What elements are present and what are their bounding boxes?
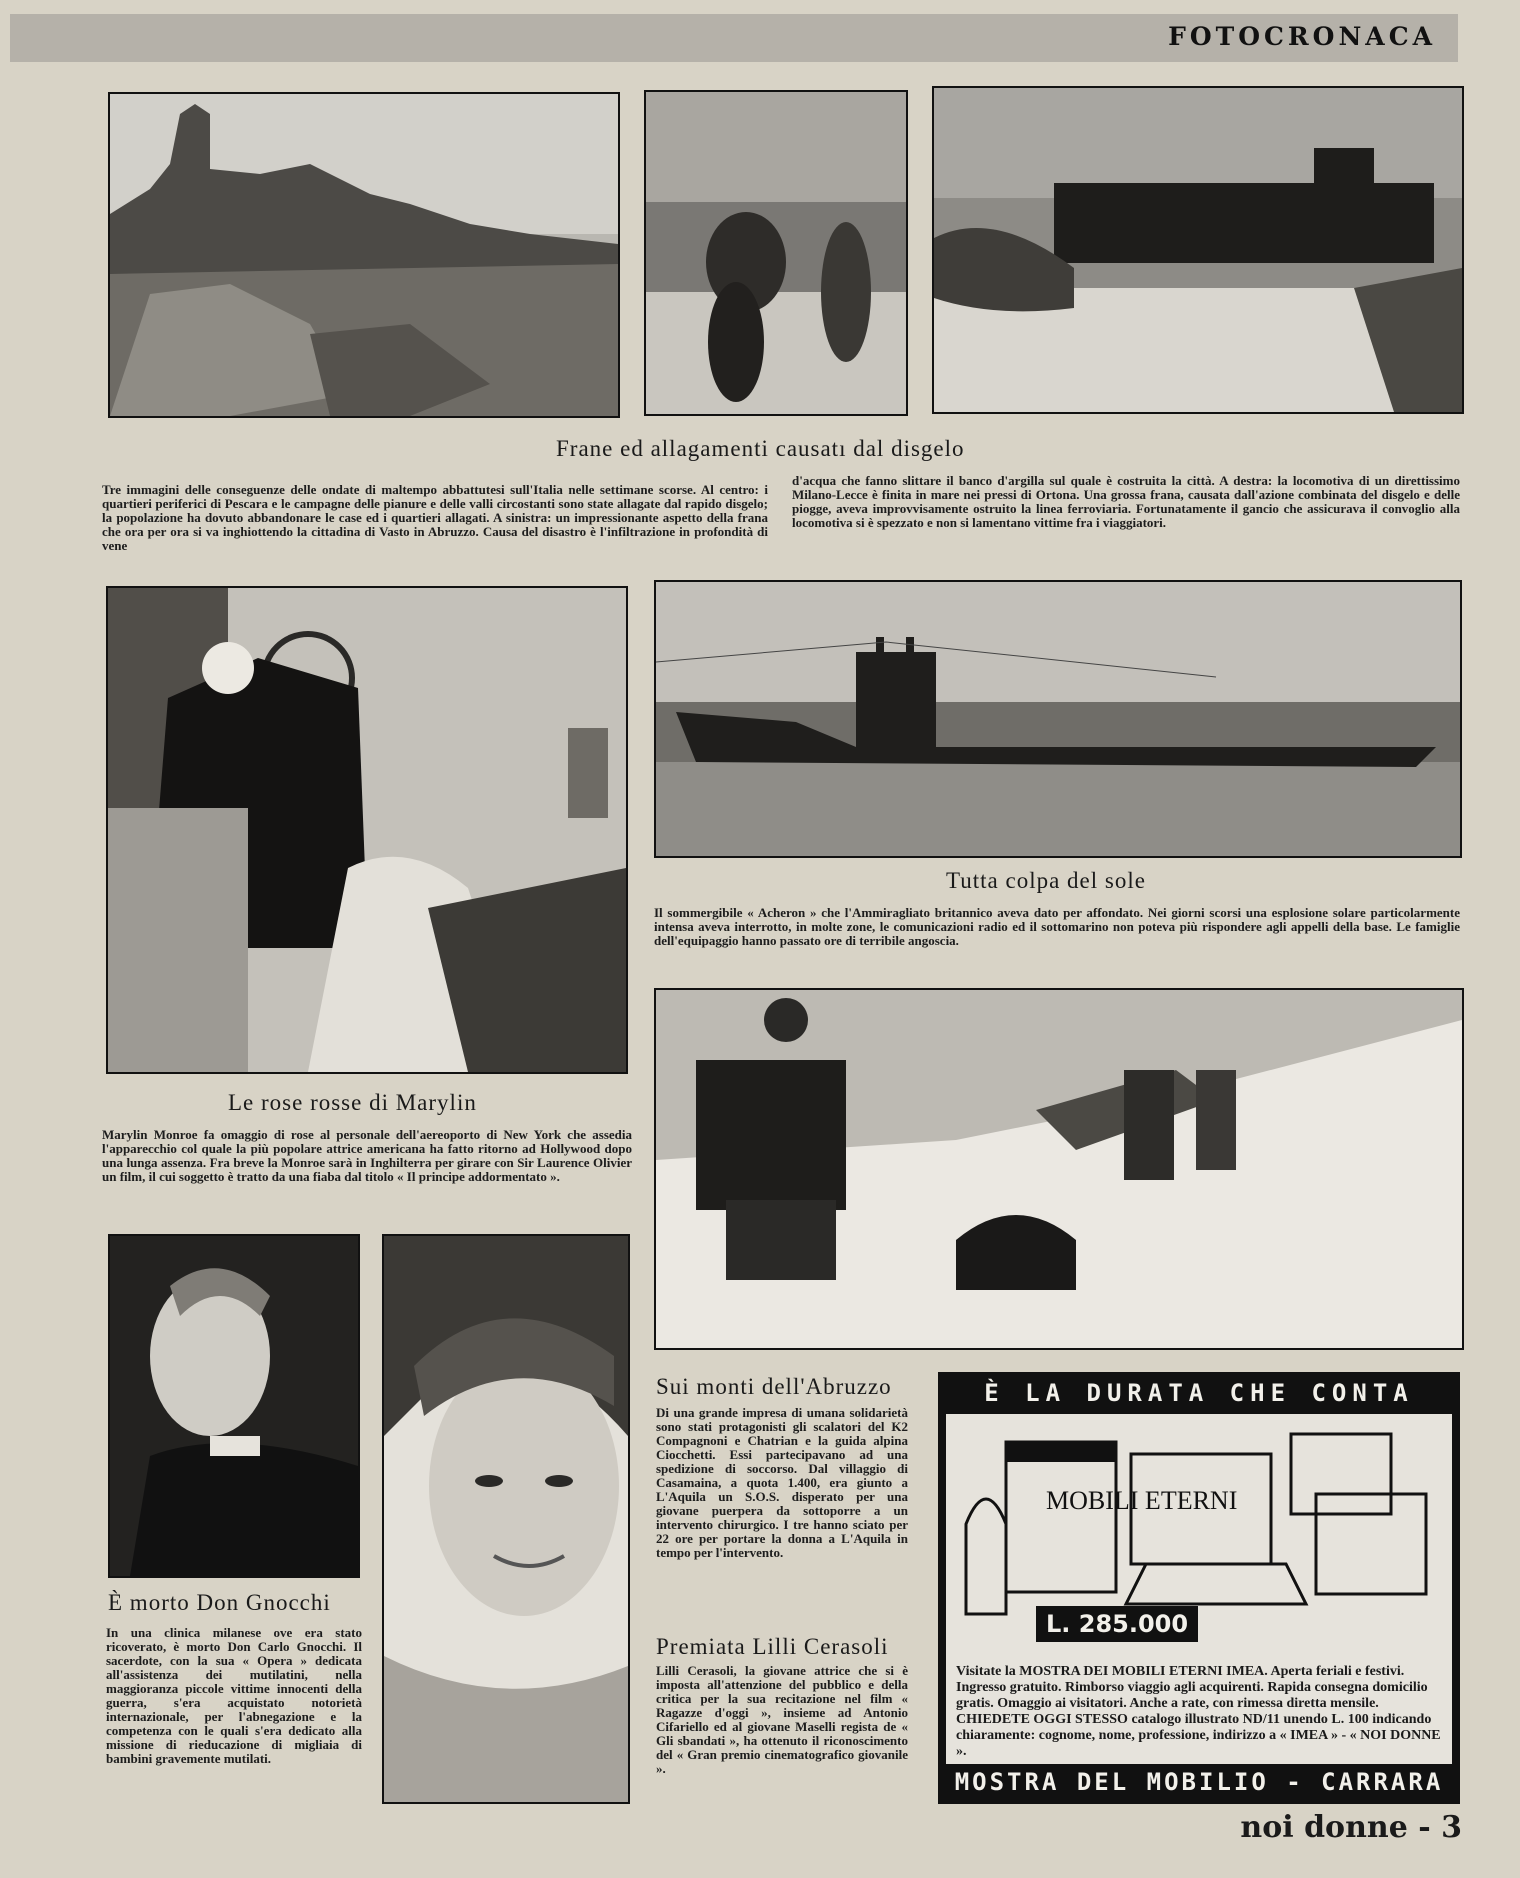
frane-text-left: Tre immagini delle conseguenze delle ondate di maltempo abbattutesi sull'Italia nelle settimane scorse. Al centro: i quartieri periferici di Pescara e le campagne delle pianure e delle valli circostanti sono state allagate dal rapido disgelo; la popolazione ha dovuto abbandonare le case ed i quartieri allagati. A sinistra: un impressionante aspetto della frana che ora per ora si va inghiottendo la cittadina di Vasto in Abruzzo. Causa del disastro è l'infiltrazione in profondità di vene [102,482,768,553]
photo-locomotive-sea [932,86,1464,414]
marylin-heading: Le rose rosse di Marylin [228,1090,477,1115]
ad-price: L. 285.000 [1036,1606,1198,1642]
photo-lilli-cerasoli [382,1234,630,1804]
gnocchi-heading: È morto Don Gnocchi [108,1590,331,1615]
cerasoli-text: Lilli Cerasoli, la giovane attrice che si è imposta all'attenzione del pubblico e della critica per la sua recitazione nel film « Ragazze d'oggi », insieme ad Antonio Cifariello ed al giovane Maselli regista de « Gli sbandati », ha ottenuto il riconoscimento del « Gran premio cinematografico giovanile ». [656,1663,908,1776]
frane-heading: Frane ed allagamenti causatı dal disgelo [556,436,965,461]
photo-abruzzo-rescue [654,988,1464,1350]
photo-vasto-landslide [108,92,620,418]
cerasoli-heading: Premiata Lilli Cerasoli [656,1634,889,1659]
photo-flood-evacuation [644,90,908,416]
ad-sign-text: MOBILI ETERNI [1046,1486,1238,1515]
frane-text-right: d'acqua che fanno slittare il banco d'argilla sul quale è costruita la città. A destra: la locomotiva di un direttissimo Milano-Lecce è finita in mare nei pressi di Ortona. Una grossa frana, causata dall'azione combinata del disgelo e delle piogge, aveva improvvisamente ostruito la linea ferroviaria. Fortunatamente il gancio che assicurava il convoglio alla locomotiva si è spezzato e non si lamentano vittime fra i viaggiatori. [792,473,1460,530]
photo-submarine-acheron [654,580,1462,858]
advertisement-imea [938,1372,1460,1804]
ad-furniture-illustration [946,1414,1452,1656]
abruzzo-heading: Sui monti dell'Abruzzo [656,1374,892,1399]
sole-text: Il sommergibile « Acheron » che l'Ammiragliato britannico aveva dato per affondato. Nei giorni scorsi una esplosione solare particolarmente intensa aveva interrotto, in molte zone, le comunicazioni radio ed il sottomarino non poteva più rispondere agli appelli della base. Le famiglie dell'equipaggio hanno passato ore di terribile angoscia. [654,905,1460,948]
photo-marylin-airport [106,586,628,1074]
header-band [10,14,1458,62]
photo-don-gnocchi [108,1234,360,1578]
page-footer: noi donne - 3 [1240,1810,1462,1845]
marylin-text: Marylin Monroe fa omaggio di rose al personale dell'aereoporto di New York che assedia l'apparecchio col quale la più popolare attrice americana ha fatto ritorno ad Hollywood dopo una lunga assenza. Fra breve la Monroe sarà in Inghilterra per girare con Sir Laurence Olivier un film, il cui soggetto è tratto da una fiaba dal titolo « Il principe addormentato ». [102,1127,632,1184]
gnocchi-text: In una clinica milanese ove era stato ricoverato, è morto Don Carlo Gnocchi. Il sacerdote, con la sua « Opera » dedicata all'assistenza dei mutilatini, nella maggioranza piccole vittime innocenti della guerra, s'era acquistato notorietà internazionale, per l'abnegazione e la competenza con le quali s'era dedicato alla missione di rieducazione di migliaia di bambini gravemente mutilati. [106,1625,362,1766]
ad-headline: È LA DURATA CHE CONTA [984,1379,1414,1407]
ad-footer: MOSTRA DEL MOBILIO - CARRARA [954,1768,1444,1796]
sole-heading: Tutta colpa del sole [946,868,1146,893]
abruzzo-text: Di una grande impresa di umana solidarietà sono stati protagonisti gli scalatori del K2 Compagnoni e Chatrian e la guida alpina Ciocchetti. Essi partecipavano ad una spedizione di soccorso. Dal villaggio di Casamaina, a quota 1.400, era giunto a L'Aquila un S.O.S. disperato per una giovane puerpera da sottoporre a un intervento chirurgico. I tre hanno sciato per 22 ore per portare la donna a L'Aquila in tempo per l'intervento. [656,1405,908,1560]
ad-body-text: Visitate la MOSTRA DEI MOBILI ETERNI IMEA. Aperta feriali e festivi. Ingresso gratuito. Rimborso viaggio agli acquirenti. Rapida consegna domicilio gratis. Omaggio ai visitatori. Anche a rate, con rimessa diretta mensile. CHIEDETE OGGI STESSO catalogo illustrato ND/11 unendo L. 100 indicando chiaramente: cognome, nome, professione, indirizzo a « IMEA » - « NOI DONNE ». [946,1656,1452,1764]
section-title: FOTOCRONACA [1168,22,1436,51]
